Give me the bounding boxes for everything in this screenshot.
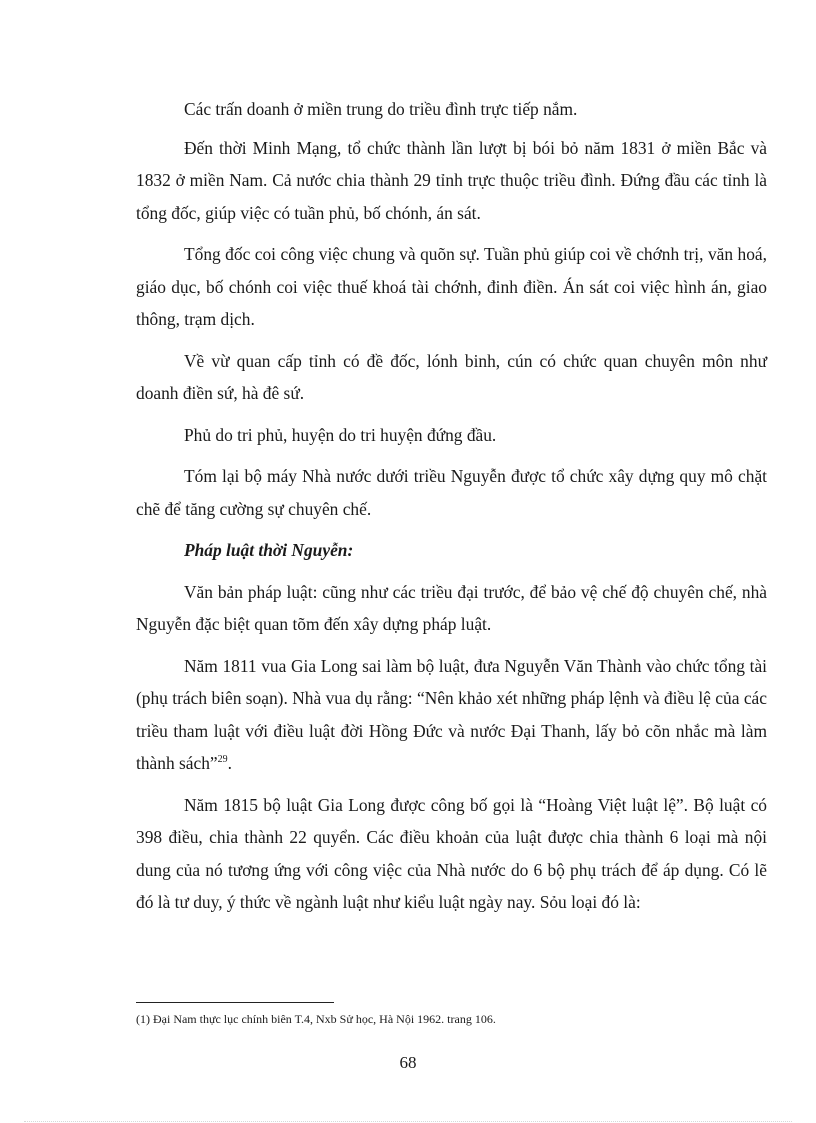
paragraph: Văn bản pháp luật: cũng như các triều đại trước, để bảo vệ chế độ chuyên chế, nhà Nguyễn đặc biệt quan tõm đến xây dựng pháp luật. — [136, 581, 767, 634]
paragraph-end: . — [227, 753, 232, 773]
footnote: (1) Đại Nam thực lục chính biên T.4, Nxb Sử học, Hà Nội 1962. trang 106. — [136, 1012, 496, 1026]
paragraph: Tóm lại bộ máy Nhà nước dưới triều Nguyễn được tổ chức xây dựng quy mô chặt chẽ để tăng cường sự chuyên chế. — [136, 466, 767, 519]
page-bottom-border — [24, 1121, 792, 1122]
footnote-ref: 29 — [217, 754, 228, 766]
footnote-divider — [136, 1002, 334, 1003]
paragraph-text: Năm 1811 vua Gia Long sai làm bộ luật, đưa Nguyễn Văn Thành vào chức tổng tài (phụ trách biên soạn). Nhà vua dụ rằng: “Nên khảo xét những pháp lệnh và điều lệ của các triều tham luật với điều luật đời Hồng Đức và nước Đại Thanh, lấy bỏ cõn nhắc mà làm thành sách” — [136, 655, 767, 773]
paragraph-with-footnote — [136, 650, 767, 780]
paragraph: Năm 1815 bộ luật Gia Long được công bố gọi là “Hoàng Việt luật lệ”. Bộ luật có 398 điều, chia thành 22 quyển. Các điều khoản của luật được chia thành 6 loại mà nội dung của nó tương ứng với công việc của Nhà nước do 6 bộ phụ trách để áp dụng. Có lẽ đó là tư duy, ý thức về ngành luật như kiểu luật ngày nay. Sỏu loại đó là: — [136, 794, 767, 912]
page-number: 68 — [399, 1053, 417, 1072]
paragraph: Tổng đốc coi công việc chung và quõn sự. Tuần phủ giúp coi về chớnh trị, văn hoá, giáo dục, bố chónh coi việc thuế khoá tài chớnh, đinh điền. Án sát coi việc hình án, giao thông, trạm dịch. — [136, 244, 767, 329]
paragraph: Các trấn doanh ở miền trung do triều đình trực tiếp nắm. — [184, 99, 578, 119]
paragraph: Phủ do tri phủ, huyện do tri huyện đứng đầu. — [184, 424, 497, 445]
section-heading: Pháp luật thời Nguyễn: — [184, 540, 354, 560]
paragraph: Về vừ quan cấp tỉnh có đề đốc, lónh binh, cún có chức quan chuyên môn như doanh điền sứ, hà đê sứ. — [136, 350, 767, 403]
body-text — [136, 93, 767, 928]
paragraph: Đến thời Minh Mạng, tổ chức thành lần lượt bị bói bỏ năm 1831 ở miền Bắc và 1832 ở miền Nam. Cả nước chia thành 29 tỉnh trực thuộc triều đình. Đứng đầu các tỉnh là tổng đốc, giúp việc có tuần phủ, bố chónh, án sát. — [136, 137, 767, 223]
